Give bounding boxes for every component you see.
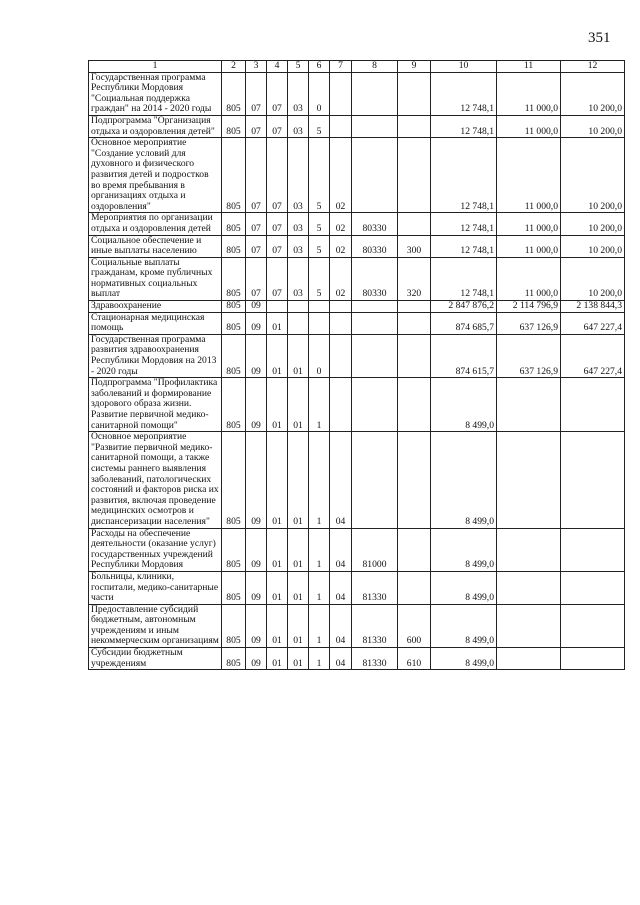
row-cell-c5: 01 [288,648,309,670]
row-cell-c11: 11 000,0 [497,257,561,300]
header-cell: 5 [288,61,309,73]
row-cell-c7: 02 [330,138,352,213]
row-cell-c7 [330,301,352,313]
row-cell-c3: 07 [246,138,267,213]
row-cell-c10: 8 499,0 [431,571,497,604]
row-cell-c7 [330,312,352,334]
row-cell-c3: 09 [246,334,267,377]
row-cell-c2: 805 [222,378,246,432]
row-cell-c10: 12 748,1 [431,72,497,115]
row-cell-c11: 11 000,0 [497,138,561,213]
page-number: 351 [588,30,611,46]
row-cell-c2: 805 [222,528,246,571]
row-name-cell: Стационарная медицинская помощь [89,312,222,334]
row-cell-c3: 09 [246,301,267,313]
row-name-cell: Социальные выплаты гражданам, кроме публичных нормативных социальных выплат [89,257,222,300]
header-cell: 6 [309,61,330,73]
row-cell-c11 [497,571,561,604]
row-cell-c8 [352,301,398,313]
row-cell-c12: 10 200,0 [561,115,625,137]
row-cell-c5: 03 [288,235,309,257]
row-name-cell: Социальное обеспечение и иные выплаты населению [89,235,222,257]
row-cell-c9 [398,334,431,377]
row-cell-c8: 81330 [352,604,398,647]
row-cell-c9 [398,571,431,604]
row-cell-c10: 12 748,1 [431,257,497,300]
row-cell-c10: 12 748,1 [431,138,497,213]
row-cell-c7: 04 [330,432,352,528]
row-cell-c3: 07 [246,115,267,137]
row-cell-c3: 07 [246,257,267,300]
row-cell-c7: 02 [330,235,352,257]
row-cell-c6: 5 [309,213,330,235]
row-cell-c8: 80330 [352,257,398,300]
row-cell-c4: 01 [267,528,288,571]
row-cell-c11 [497,648,561,670]
row-cell-c10: 8 499,0 [431,528,497,571]
row-cell-c5: 01 [288,432,309,528]
row-cell-c10: 2 847 876,2 [431,301,497,313]
row-cell-c6: 5 [309,235,330,257]
row-cell-c5: 01 [288,334,309,377]
row-cell-c3: 09 [246,432,267,528]
row-cell-c12 [561,571,625,604]
row-cell-c6: 1 [309,648,330,670]
row-cell-c8 [352,115,398,137]
row-cell-c11 [497,604,561,647]
row-name-cell: Мероприятия по организации отдыха и оздоровления детей [89,213,222,235]
row-cell-c7: 04 [330,604,352,647]
row-cell-c9 [398,528,431,571]
row-cell-c11: 637 126,9 [497,334,561,377]
row-cell-c6: 0 [309,72,330,115]
row-cell-c4: 01 [267,312,288,334]
row-name-cell: Субсидии бюджетным учреждениям [89,648,222,670]
row-cell-c12: 2 138 844,3 [561,301,625,313]
row-cell-c12 [561,648,625,670]
row-cell-c4: 07 [267,257,288,300]
row-cell-c6: 1 [309,432,330,528]
row-cell-c6 [309,312,330,334]
row-name-cell: Государственная программа развития здравоохранения Республики Мордовия на 2013 - 2020 годы [89,334,222,377]
row-cell-c5: 01 [288,528,309,571]
row-cell-c10: 8 499,0 [431,432,497,528]
header-cell: 8 [352,61,398,73]
row-cell-c8 [352,72,398,115]
row-cell-c12 [561,432,625,528]
row-name-cell: Подпрограмма "Профилактика заболеваний и формирование здорового образа жизни. Развитие первичной медико-санитарной помощи" [89,378,222,432]
table-row [89,312,625,334]
table-row [89,213,625,235]
row-cell-c3: 09 [246,604,267,647]
row-cell-c7: 04 [330,528,352,571]
row-cell-c2: 805 [222,312,246,334]
row-cell-c4: 07 [267,72,288,115]
row-cell-c9: 320 [398,257,431,300]
row-cell-c4: 01 [267,571,288,604]
row-cell-c2: 805 [222,334,246,377]
budget-table [88,60,625,670]
row-cell-c10: 874 685,7 [431,312,497,334]
row-cell-c6 [309,301,330,313]
row-cell-c9: 610 [398,648,431,670]
row-cell-c7: 04 [330,648,352,670]
table-row [89,571,625,604]
row-cell-c8 [352,138,398,213]
table-row [89,432,625,528]
row-cell-c8 [352,334,398,377]
row-cell-c11 [497,378,561,432]
row-cell-c5: 03 [288,213,309,235]
row-cell-c6: 5 [309,138,330,213]
row-cell-c3: 09 [246,312,267,334]
table-row [89,528,625,571]
table-row [89,648,625,670]
row-cell-c5: 01 [288,571,309,604]
row-cell-c8 [352,378,398,432]
row-name-cell: Основное мероприятие "Развитие первичной медико-санитарной помощи, а также системы раннего выявления заболеваний, патологических состояний и факторов риска их развития, включая проведение медицинских осмотров и диспансеризации населения" [89,432,222,528]
row-cell-c2: 805 [222,213,246,235]
row-cell-c5: 03 [288,138,309,213]
row-cell-c6: 1 [309,604,330,647]
row-cell-c4: 07 [267,213,288,235]
row-name-cell: Здравоохранение [89,301,222,313]
row-cell-c11: 2 114 796,9 [497,301,561,313]
table-row [89,334,625,377]
row-cell-c11: 11 000,0 [497,115,561,137]
row-cell-c9 [398,312,431,334]
row-cell-c12: 647 227,4 [561,334,625,377]
row-cell-c12 [561,378,625,432]
row-cell-c12: 647 227,4 [561,312,625,334]
row-cell-c8: 80330 [352,235,398,257]
row-cell-c9 [398,378,431,432]
header-cell: 3 [246,61,267,73]
header-row [89,61,625,73]
row-cell-c7 [330,115,352,137]
row-cell-c5: 01 [288,604,309,647]
row-cell-c2: 805 [222,301,246,313]
row-cell-c7: 02 [330,257,352,300]
row-cell-c9: 600 [398,604,431,647]
table-row [89,138,625,213]
row-cell-c3: 07 [246,235,267,257]
row-cell-c2: 805 [222,115,246,137]
row-cell-c2: 805 [222,604,246,647]
row-cell-c8 [352,312,398,334]
row-cell-c10: 12 748,1 [431,213,497,235]
header-cell: 1 [89,61,222,73]
row-cell-c4: 01 [267,378,288,432]
row-cell-c12: 10 200,0 [561,257,625,300]
row-name-cell: Расходы на обеспечение деятельности (оказание услуг) государственных учреждений Республики Мордовия [89,528,222,571]
row-cell-c8: 81330 [352,571,398,604]
row-cell-c7 [330,72,352,115]
row-cell-c11: 11 000,0 [497,72,561,115]
header-cell: 4 [267,61,288,73]
row-cell-c5: 01 [288,378,309,432]
header-cell: 11 [497,61,561,73]
row-cell-c4: 07 [267,138,288,213]
row-cell-c12: 10 200,0 [561,138,625,213]
row-cell-c5 [288,312,309,334]
row-cell-c7 [330,378,352,432]
row-name-cell: Основное мероприятие "Создание условий для духовного и физического развития детей и подростков во время пребывания в организациях отдыха и оздоровления" [89,138,222,213]
table-row [89,604,625,647]
row-cell-c9 [398,115,431,137]
row-cell-c6: 1 [309,528,330,571]
row-cell-c2: 805 [222,571,246,604]
row-cell-c2: 805 [222,235,246,257]
row-cell-c2: 805 [222,648,246,670]
row-cell-c6: 1 [309,378,330,432]
row-cell-c4: 01 [267,604,288,647]
table-row [89,378,625,432]
row-cell-c9 [398,301,431,313]
table-row [89,115,625,137]
row-cell-c3: 09 [246,528,267,571]
row-name-cell: Государственная программа Республики Мордовия "Социальная поддержка граждан" на 2014 - 2020 годы [89,72,222,115]
header-cell: 10 [431,61,497,73]
row-cell-c10: 874 615,7 [431,334,497,377]
row-cell-c9 [398,432,431,528]
row-cell-c8 [352,432,398,528]
row-cell-c2: 805 [222,432,246,528]
header-cell: 7 [330,61,352,73]
row-cell-c5: 03 [288,72,309,115]
table-row [89,72,625,115]
row-cell-c12: 10 200,0 [561,213,625,235]
header-cell: 12 [561,61,625,73]
row-cell-c11: 11 000,0 [497,213,561,235]
row-cell-c6: 5 [309,115,330,137]
row-cell-c3: 07 [246,72,267,115]
row-cell-c7: 02 [330,213,352,235]
row-cell-c11: 11 000,0 [497,235,561,257]
header-cell: 9 [398,61,431,73]
row-cell-c4: 07 [267,115,288,137]
row-cell-c9 [398,213,431,235]
row-cell-c10: 8 499,0 [431,604,497,647]
row-cell-c11: 637 126,9 [497,312,561,334]
row-cell-c2: 805 [222,72,246,115]
row-cell-c3: 09 [246,378,267,432]
row-cell-c6: 5 [309,257,330,300]
row-cell-c4: 07 [267,235,288,257]
row-cell-c4 [267,301,288,313]
row-cell-c7: 04 [330,571,352,604]
row-cell-c11 [497,432,561,528]
row-cell-c8: 81000 [352,528,398,571]
row-cell-c4: 01 [267,432,288,528]
row-cell-c7 [330,334,352,377]
row-cell-c4: 01 [267,334,288,377]
row-cell-c10: 8 499,0 [431,378,497,432]
row-cell-c12 [561,604,625,647]
row-cell-c3: 09 [246,571,267,604]
row-cell-c8: 80330 [352,213,398,235]
row-cell-c6: 0 [309,334,330,377]
row-cell-c12 [561,528,625,571]
row-cell-c9: 300 [398,235,431,257]
row-cell-c9 [398,138,431,213]
table-row [89,301,625,313]
row-cell-c2: 805 [222,257,246,300]
row-name-cell: Предоставление субсидий бюджетным, автономным учреждениям и иным некоммерческим организациям [89,604,222,647]
row-cell-c5 [288,301,309,313]
row-name-cell: Больницы, клиники, госпитали, медико-санитарные части [89,571,222,604]
row-cell-c10: 12 748,1 [431,115,497,137]
row-cell-c5: 03 [288,115,309,137]
table-row [89,257,625,300]
row-cell-c8: 81330 [352,648,398,670]
row-cell-c3: 09 [246,648,267,670]
row-cell-c9 [398,72,431,115]
row-cell-c3: 07 [246,213,267,235]
row-cell-c5: 03 [288,257,309,300]
row-cell-c12: 10 200,0 [561,235,625,257]
row-cell-c12: 10 200,0 [561,72,625,115]
row-name-cell: Подпрограмма "Организация отдыха и оздоровления детей" [89,115,222,137]
row-cell-c2: 805 [222,138,246,213]
row-cell-c6: 1 [309,571,330,604]
row-cell-c10: 12 748,1 [431,235,497,257]
row-cell-c11 [497,528,561,571]
table-row [89,235,625,257]
row-cell-c10: 8 499,0 [431,648,497,670]
header-cell: 2 [222,61,246,73]
row-cell-c4: 01 [267,648,288,670]
